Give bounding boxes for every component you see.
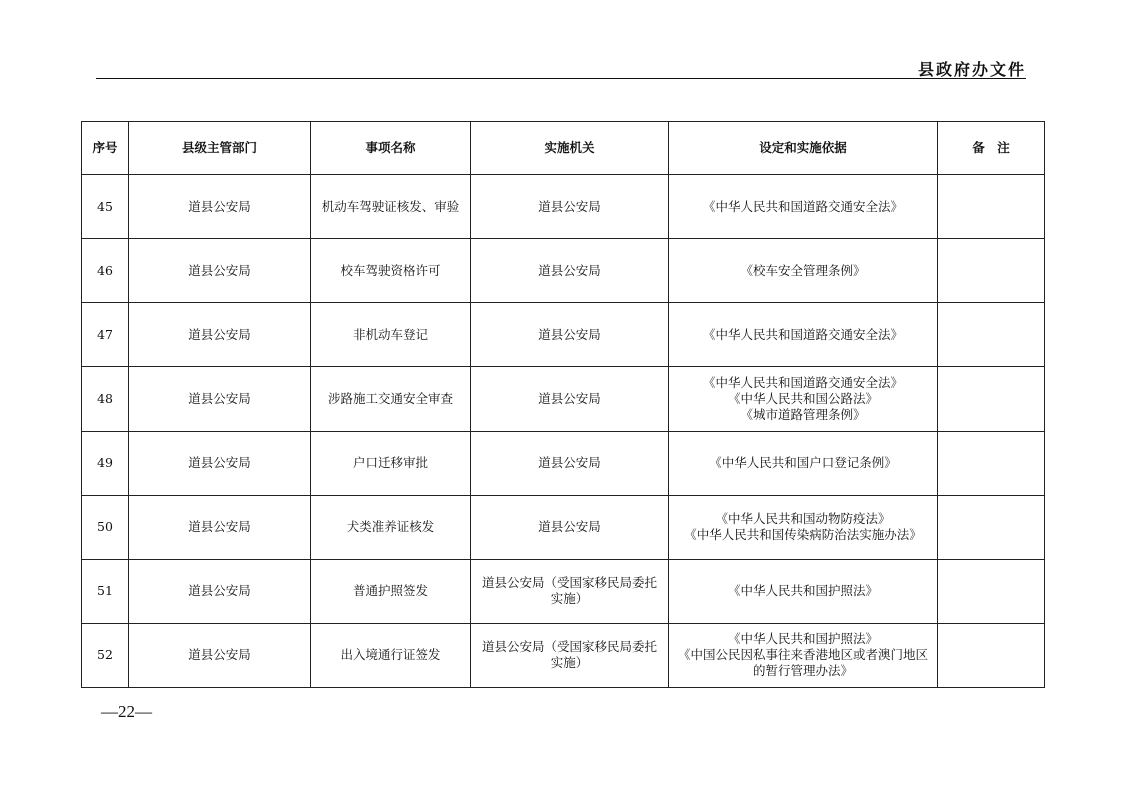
cell-no: 49 [82, 431, 129, 495]
cell-note [938, 367, 1045, 431]
cell-basis [669, 175, 938, 239]
table-row [82, 623, 1045, 687]
cell-dept: 道县公安局 [129, 623, 311, 687]
basis-line: 《中华人民共和国护照法》 [727, 631, 878, 647]
basis-line: 《中华人民共和国户口登记条例》 [709, 455, 897, 471]
document-header-title: 县政府办文件 [917, 60, 1026, 79]
cell-agency: 道县公安局 [471, 239, 669, 303]
cell-item: 校车驾驶资格许可 [311, 239, 471, 303]
cell-dept: 道县公安局 [129, 431, 311, 495]
table-row [82, 303, 1045, 367]
basis-line: 《中华人民共和国护照法》 [727, 583, 878, 599]
col-header-dept: 县级主管部门 [129, 122, 311, 175]
cell-note [938, 431, 1045, 495]
cell-dept: 道县公安局 [129, 559, 311, 623]
cell-item: 机动车驾驶证核发、审验 [311, 175, 471, 239]
table-body [82, 175, 1045, 688]
cell-dept: 道县公安局 [129, 175, 311, 239]
table-row [82, 175, 1045, 239]
col-header-no: 序号 [82, 122, 129, 175]
cell-agency: 道县公安局 [471, 367, 669, 431]
cell-no: 51 [82, 559, 129, 623]
basis-line: 《中华人民共和国道路交通安全法》 [702, 198, 903, 214]
col-header-agency: 实施机关 [471, 122, 669, 175]
basis-line: 《校车安全管理条例》 [740, 262, 866, 278]
table-row [82, 239, 1045, 303]
header-divider [96, 78, 1026, 79]
table-row [82, 559, 1045, 623]
cell-basis [669, 559, 938, 623]
table-row [82, 367, 1045, 431]
cell-basis [669, 367, 938, 431]
cell-agency: 道县公安局 [471, 175, 669, 239]
basis-line: 《城市道路管理条例》 [740, 406, 866, 422]
approval-items-table [81, 121, 1045, 688]
cell-item: 普通护照签发 [311, 559, 471, 623]
cell-note [938, 623, 1045, 687]
cell-dept: 道县公安局 [129, 303, 311, 367]
table-row [82, 495, 1045, 559]
cell-dept: 道县公安局 [129, 495, 311, 559]
col-header-note: 备 注 [938, 122, 1045, 175]
cell-basis [669, 303, 938, 367]
basis-line: 《中华人民共和国动物防疫法》 [715, 511, 891, 527]
table-header-row [82, 122, 1045, 175]
basis-line: 《中华人民共和国道路交通安全法》 [702, 374, 903, 390]
cell-item: 犬类准养证核发 [311, 495, 471, 559]
cell-no: 46 [82, 239, 129, 303]
col-header-item: 事项名称 [311, 122, 471, 175]
cell-no: 48 [82, 367, 129, 431]
cell-item: 户口迁移审批 [311, 431, 471, 495]
cell-agency: 道县公安局（受国家移民局委托实施） [471, 623, 669, 687]
cell-basis [669, 495, 938, 559]
cell-basis [669, 239, 938, 303]
cell-no: 47 [82, 303, 129, 367]
basis-line: 《中华人民共和国道路交通安全法》 [702, 326, 903, 342]
cell-basis [669, 623, 938, 687]
basis-line: 《中华人民共和国传染病防治法实施办法》 [684, 527, 922, 543]
cell-agency: 道县公安局 [471, 495, 669, 559]
page-number: —22— [101, 702, 152, 721]
cell-item: 涉路施工交通安全审查 [311, 367, 471, 431]
cell-note [938, 495, 1045, 559]
table-row [82, 431, 1045, 495]
cell-dept: 道县公安局 [129, 367, 311, 431]
cell-item: 非机动车登记 [311, 303, 471, 367]
cell-no: 50 [82, 495, 129, 559]
cell-note [938, 559, 1045, 623]
basis-line: 《中华人民共和国公路法》 [727, 390, 878, 406]
cell-note [938, 175, 1045, 239]
cell-no: 45 [82, 175, 129, 239]
cell-note [938, 239, 1045, 303]
basis-line: 《中国公民因私事往来香港地区或者澳门地区的暂行管理办法》 [677, 647, 928, 679]
cell-agency: 道县公安局（受国家移民局委托实施） [471, 559, 669, 623]
cell-basis [669, 431, 938, 495]
cell-agency: 道县公安局 [471, 431, 669, 495]
cell-item: 出入境通行证签发 [311, 623, 471, 687]
cell-note [938, 303, 1045, 367]
cell-dept: 道县公安局 [129, 239, 311, 303]
cell-no: 52 [82, 623, 129, 687]
cell-agency: 道县公安局 [471, 303, 669, 367]
col-header-basis: 设定和实施依据 [669, 122, 938, 175]
